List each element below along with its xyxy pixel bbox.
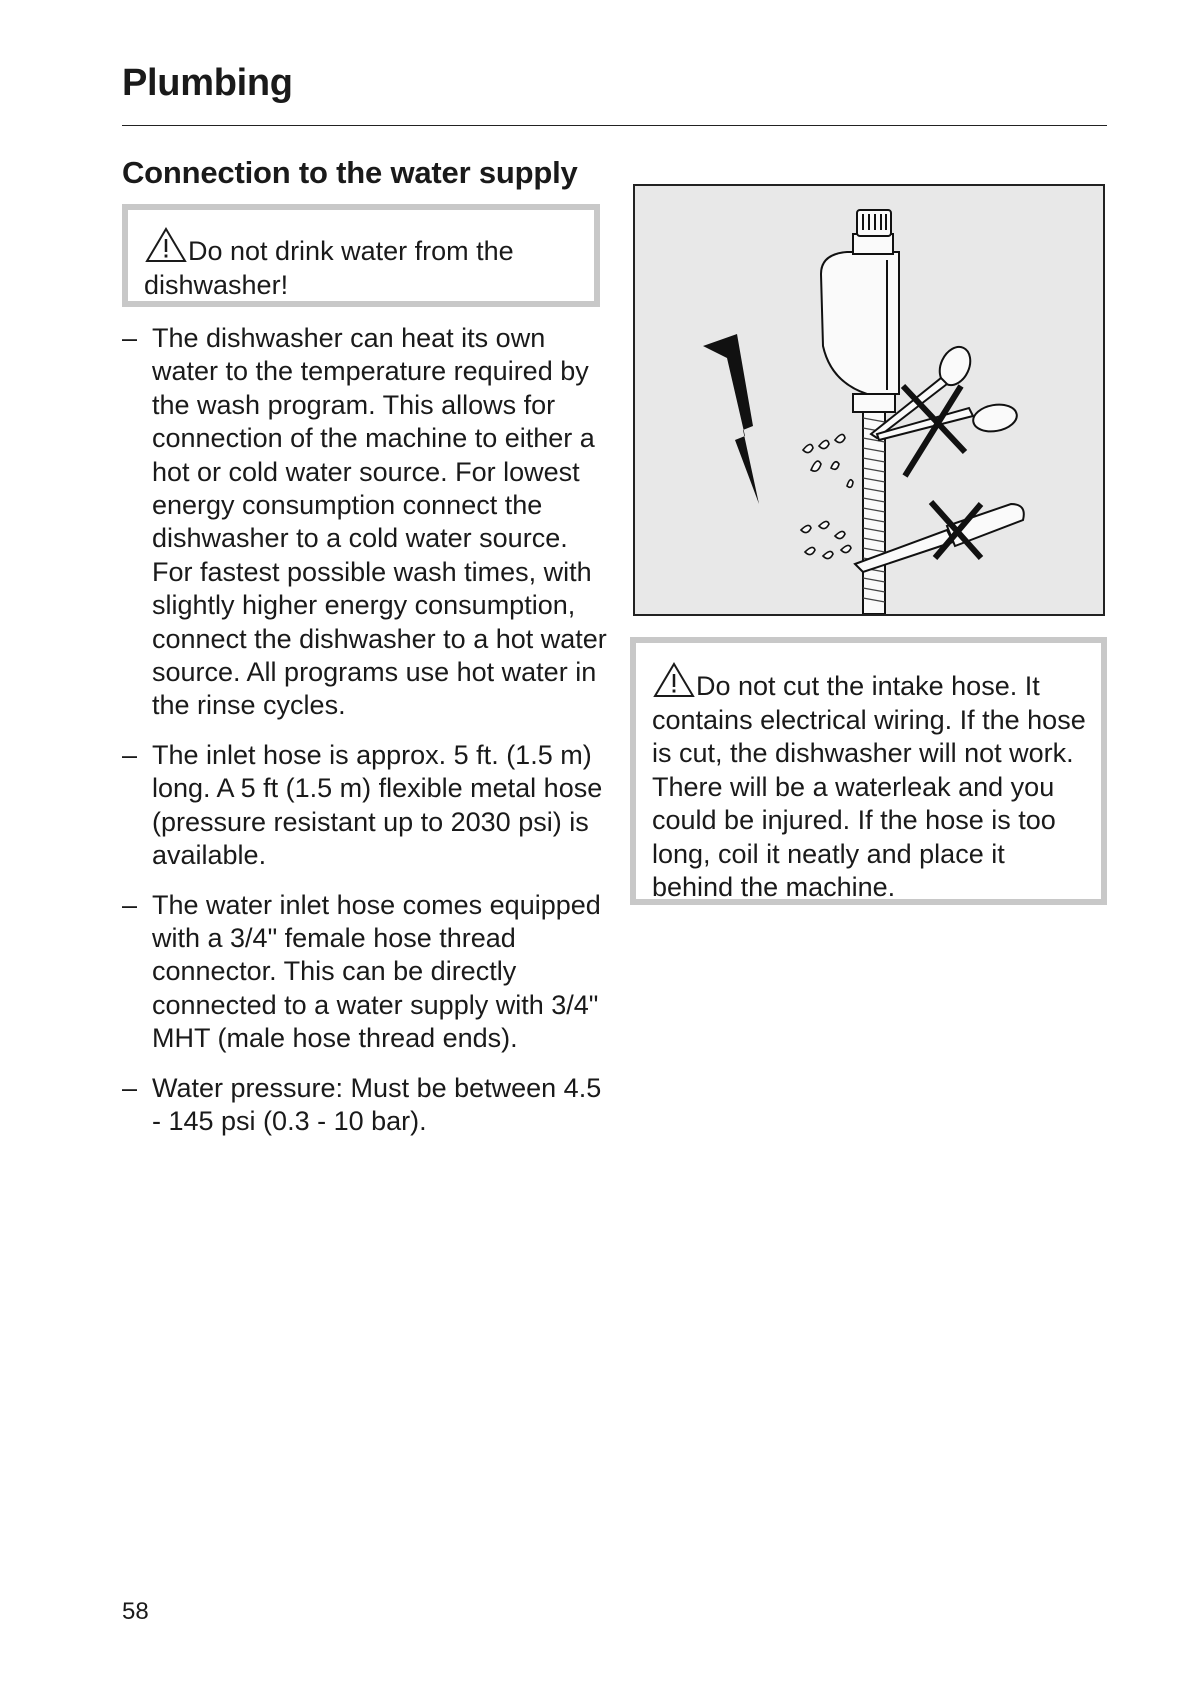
- hose-connector: [821, 210, 899, 412]
- section-title: Connection to the water supply: [122, 155, 578, 190]
- page-title: Plumbing: [122, 62, 293, 104]
- list-item: [122, 889, 612, 1056]
- warning-cut-hose-text: Do not cut the intake hose. It contains electrical wiring. If the hose is cut, the dishwasher will not work. There will be a waterleak and you could be injured. If the hose is too long, coil it neatly and place it behind the machine.: [652, 671, 1086, 902]
- warning-triangle-icon: [652, 661, 696, 699]
- header-rule: [122, 125, 1107, 126]
- list-item: [122, 739, 612, 873]
- list-item: [122, 322, 612, 723]
- bullet-dash: –: [122, 889, 138, 920]
- warning-box-drink: [122, 204, 600, 307]
- do-not-cut-hose-illustration: [633, 184, 1105, 616]
- illustration-drawing: [635, 186, 1103, 614]
- lightning-bolt-icon: [703, 334, 759, 504]
- list-item-text: The water inlet hose comes equipped with a 3/4" female hose thread connector. This can be directly connected to a water supply with 3/4" MHT (male hose thread ends).: [152, 889, 601, 1054]
- bullet-dash: –: [122, 323, 138, 353]
- list-item: [122, 1072, 612, 1139]
- requirements-list: [122, 322, 612, 1154]
- warning-box-cut-hose: [630, 637, 1107, 905]
- warning-drink-text: Do not drink water from the dishwasher!: [144, 236, 514, 300]
- list-item-text: Water pressure: Must be between 4.5 - 145 psi (0.3 - 10 bar).: [152, 1072, 602, 1136]
- list-item-text: The inlet hose is approx. 5 ft. (1.5 m) long. A 5 ft (1.5 m) flexible metal hose (pressure resistant up to 2030 psi) is available.: [152, 739, 603, 871]
- water-droplets: [801, 434, 853, 558]
- page-number: 58: [122, 1598, 149, 1625]
- bullet-dash: –: [122, 739, 138, 770]
- bullet-dash: –: [122, 1072, 138, 1103]
- list-item-text: The dishwasher can heat its own water to the temperature required by the wash program. This allows for connection of the machine to either a hot or cold water source. For lowest energy consumption connect the dishwasher to a cold water source. For fastest possible wash times, with slightly higher energy consumption, connect the dishwasher to a hot water source. All programs use hot water in the rinse cycles.: [152, 323, 607, 721]
- warning-triangle-icon: [144, 226, 188, 264]
